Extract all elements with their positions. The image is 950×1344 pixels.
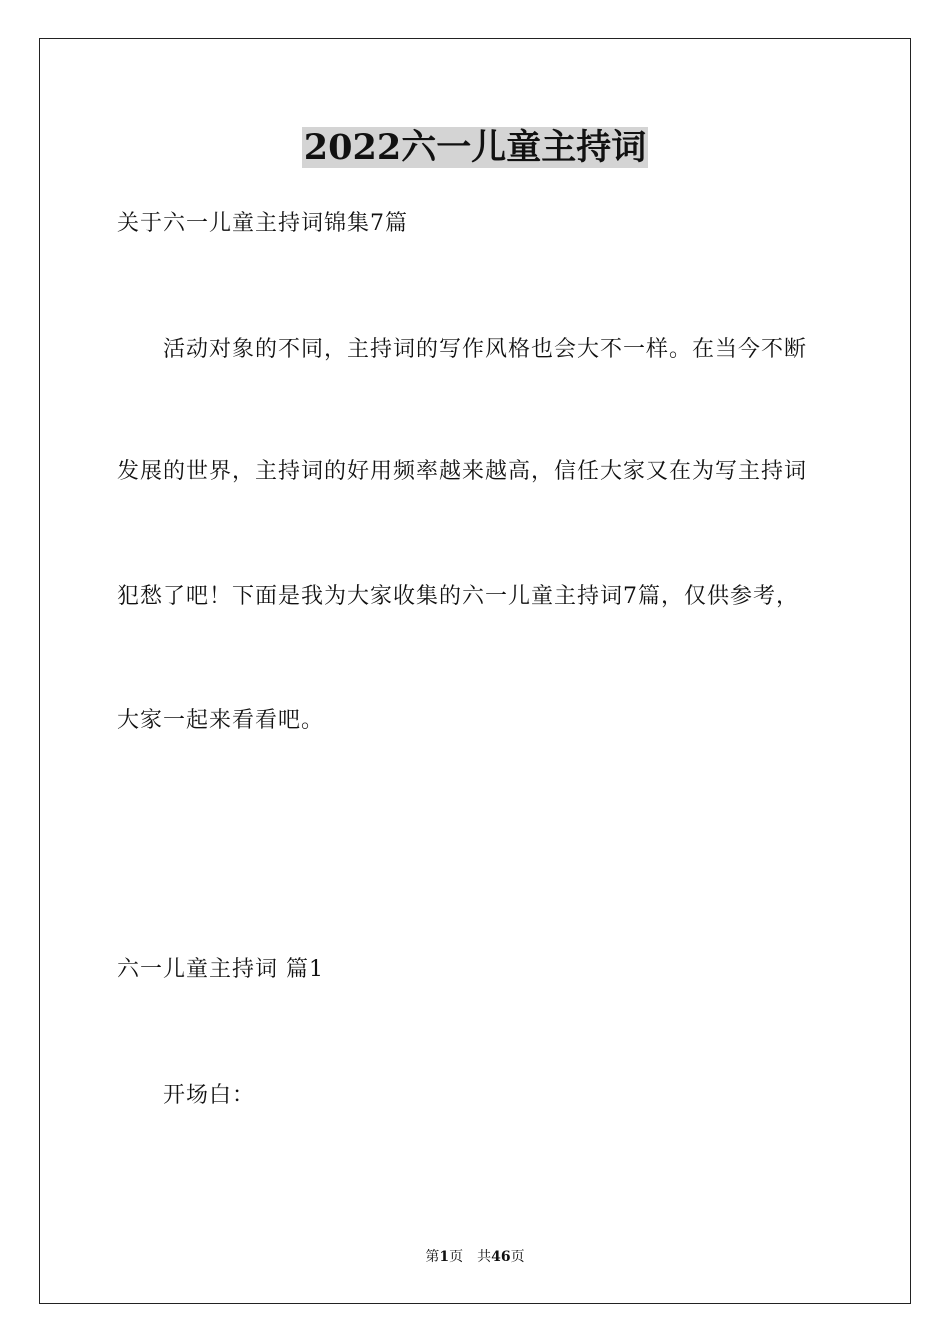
intro-line-3: 犯愁了吧！下面是我为大家收集的六一儿童主持词7篇，仅供参考， — [117, 584, 799, 609]
footer-mid: 页 共 — [449, 1249, 492, 1265]
footer-page-current: 1 — [439, 1249, 450, 1265]
footer-suffix: 页 — [510, 1249, 525, 1265]
document-title-text: 2022六一儿童主持词 — [303, 127, 647, 168]
document-title — [0, 124, 950, 172]
footer-page-total: 46 — [491, 1249, 511, 1265]
footer-prefix: 第 — [425, 1249, 440, 1265]
section-first-line: 开场白： — [163, 1083, 256, 1108]
intro-line-2: 发展的世界，主持词的好用频率越来越高，信任大家又在为写主持词 — [117, 459, 808, 484]
document-subtitle: 关于六一儿童主持词锦集7篇 — [117, 211, 408, 236]
intro-line-4: 大家一起来看看吧。 — [117, 708, 325, 733]
page-footer — [0, 1247, 950, 1267]
section-heading: 六一儿童主持词 篇1 — [117, 957, 324, 982]
intro-line-1: 活动对象的不同，主持词的写作风格也会大不一样。在当今不断 — [163, 337, 808, 362]
